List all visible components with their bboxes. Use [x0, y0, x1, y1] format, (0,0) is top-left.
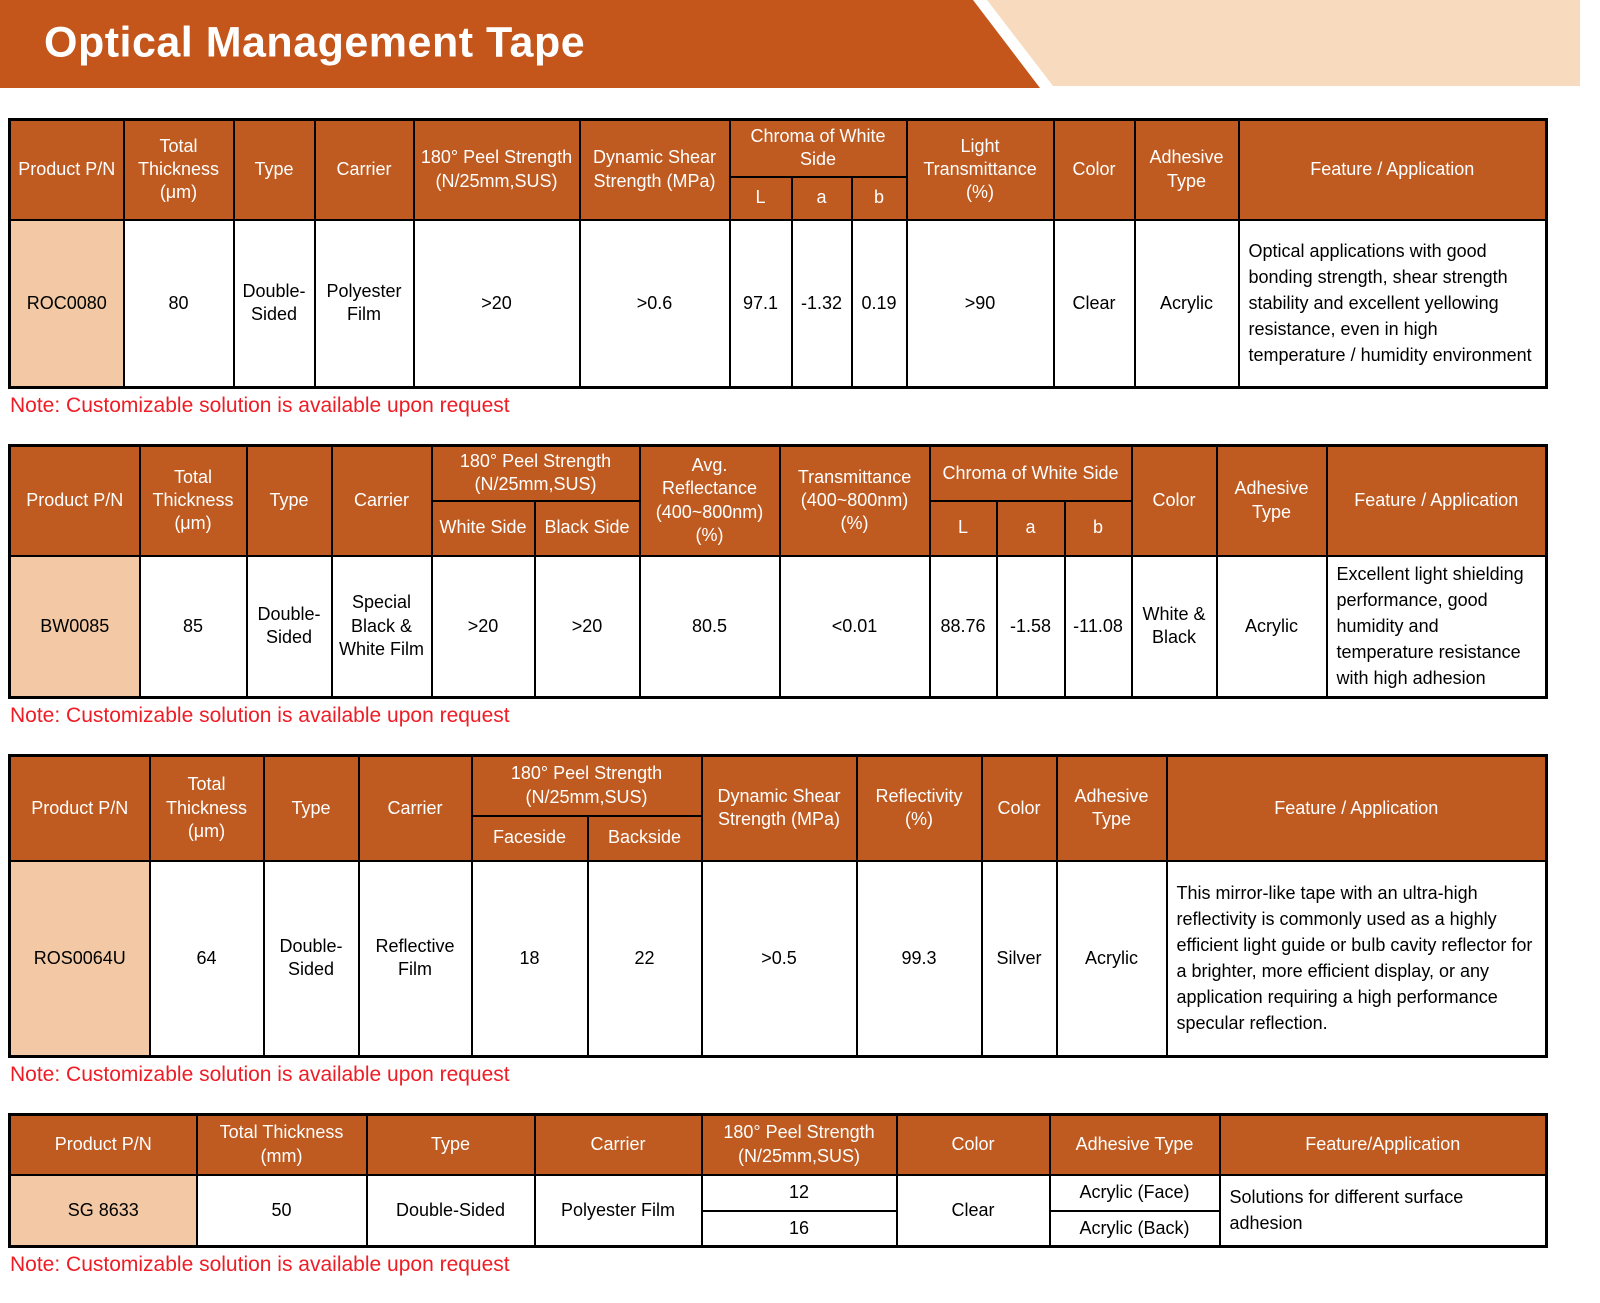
t4-header-color: Color: [897, 1115, 1050, 1175]
t1-header-type: Type: [234, 120, 315, 220]
t1-header-adhesive: Adhesive Type: [1135, 120, 1239, 220]
t2-cell-l: 88.76: [930, 556, 997, 698]
t1-cell-color: Clear: [1054, 220, 1135, 388]
t2-cell-color: White & Black: [1132, 556, 1217, 698]
t2-header-product: Product P/N: [10, 446, 140, 556]
table-row: [10, 556, 1547, 698]
t2-header-white-side: White Side: [432, 501, 535, 556]
t1-cell-adhesive: Acrylic: [1135, 220, 1239, 388]
t1-header-carrier: Carrier: [315, 120, 414, 220]
t3-header-type: Type: [264, 756, 359, 861]
t1-header-chroma: Chroma of White Side: [730, 120, 907, 177]
t3-header-product: Product P/N: [10, 756, 150, 861]
t4-cell-adhesive-face: Acrylic (Face): [1050, 1175, 1220, 1211]
t4-header-product: Product P/N: [10, 1115, 197, 1175]
t2-cell-peel-black: >20: [535, 556, 640, 698]
t3-header-thickness: Total Thickness (μm): [150, 756, 264, 861]
t4-cell-type: Double-Sided: [367, 1175, 535, 1247]
t1-cell-thickness: 80: [124, 220, 234, 388]
t4-cell-thickness: 50: [197, 1175, 367, 1247]
t2-header-adhesive: Adhesive Type: [1217, 446, 1327, 556]
t2-cell-product: BW0085: [10, 556, 140, 698]
t4-cell-peel-face: 12: [702, 1175, 897, 1211]
t1-header-a: a: [792, 177, 852, 220]
t3-cell-reflectivity: 99.3: [857, 861, 982, 1057]
t2-cell-thickness: 85: [140, 556, 247, 698]
t3-cell-shear: >0.5: [702, 861, 857, 1057]
t1-cell-shear: >0.6: [580, 220, 730, 388]
t2-cell-reflectance: 80.5: [640, 556, 780, 698]
t1-cell-peel: >20: [414, 220, 580, 388]
t1-cell-product: ROC0080: [10, 220, 124, 388]
t1-cell-b: 0.19: [852, 220, 907, 388]
note-table3: Note: Customizable solution is available upon request: [10, 1063, 510, 1086]
t2-header-l: L: [930, 501, 997, 556]
t2-cell-transmittance: <0.01: [780, 556, 930, 698]
t3-cell-adhesive: Acrylic: [1057, 861, 1167, 1057]
t3-cell-color: Silver: [982, 861, 1057, 1057]
t1-cell-transmittance: >90: [907, 220, 1054, 388]
t2-header-reflectance: Avg. Reflectance (400~800nm) (%): [640, 446, 780, 556]
t1-header-peel: 180° Peel Strength (N/25mm,SUS): [414, 120, 580, 220]
t1-header-color: Color: [1054, 120, 1135, 220]
t1-cell-carrier: Polyester Film: [315, 220, 414, 388]
t2-cell-adhesive: Acrylic: [1217, 556, 1327, 698]
t2-header-black-side: Black Side: [535, 501, 640, 556]
t2-cell-carrier: Special Black & White Film: [332, 556, 432, 698]
t2-cell-b: -11.08: [1065, 556, 1132, 698]
t3-cell-carrier: Reflective Film: [359, 861, 472, 1057]
t1-header-shear: Dynamic Shear Strength (MPa): [580, 120, 730, 220]
t2-header-transmittance: Transmittance (400~800nm) (%): [780, 446, 930, 556]
t3-cell-peel-back: 22: [588, 861, 702, 1057]
table-roc0080: [8, 118, 1548, 389]
t3-header-shear: Dynamic Shear Strength (MPa): [702, 756, 857, 861]
t1-header-feature: Feature / Application: [1239, 120, 1547, 220]
t4-header-adhesive: Adhesive Type: [1050, 1115, 1220, 1175]
table-row: [10, 220, 1547, 388]
page-title: Optical Management Tape: [44, 18, 586, 67]
t1-cell-type: Double-Sided: [234, 220, 315, 388]
t1-header-b: b: [852, 177, 907, 220]
table-row: [10, 861, 1547, 1057]
t3-header-adhesive: Adhesive Type: [1057, 756, 1167, 861]
t2-cell-peel-white: >20: [432, 556, 535, 698]
t1-header-l: L: [730, 177, 792, 220]
table-row: [10, 1175, 1547, 1211]
t2-header-chroma: Chroma of White Side: [930, 446, 1132, 501]
t2-header-b: b: [1065, 501, 1132, 556]
t2-header-a: a: [997, 501, 1065, 556]
t2-header-carrier: Carrier: [332, 446, 432, 556]
t3-header-faceside: Faceside: [472, 816, 588, 861]
t3-header-carrier: Carrier: [359, 756, 472, 861]
t1-cell-l: 97.1: [730, 220, 792, 388]
t4-cell-peel-back: 16: [702, 1211, 897, 1247]
table-sg8633: [8, 1113, 1548, 1248]
t4-cell-product: SG 8633: [10, 1175, 197, 1247]
t1-cell-feature: Optical applications with good bonding strength, shear strength stability and excellent yellowing resistance, even in high temperature / humidity environment: [1239, 220, 1547, 388]
title-banner: [0, 0, 1600, 88]
note-table4: Note: Customizable solution is available upon request: [10, 1253, 510, 1276]
t4-cell-carrier: Polyester Film: [535, 1175, 702, 1247]
t3-header-feature: Feature / Application: [1167, 756, 1547, 861]
t3-header-backside: Backside: [588, 816, 702, 861]
t1-header-thickness: Total Thickness (μm): [124, 120, 234, 220]
table-bw0085: [8, 444, 1548, 699]
t2-header-type: Type: [247, 446, 332, 556]
t3-cell-feature: This mirror-like tape with an ultra-high reflectivity is commonly used as a highly efficient light guide or bulb cavity reflector for a brighter, more efficient display, or any application requiring a high performance specular reflection.: [1167, 861, 1547, 1057]
t1-cell-a: -1.32: [792, 220, 852, 388]
t3-cell-peel-face: 18: [472, 861, 588, 1057]
t2-header-thickness: Total Thickness (μm): [140, 446, 247, 556]
t3-cell-thickness: 64: [150, 861, 264, 1057]
t3-header-peel: 180° Peel Strength (N/25mm,SUS): [472, 756, 702, 816]
t3-header-reflectivity: Reflectivity (%): [857, 756, 982, 861]
t4-header-type: Type: [367, 1115, 535, 1175]
t2-cell-a: -1.58: [997, 556, 1065, 698]
table-ros0064u: [8, 754, 1548, 1058]
t1-header-product: Product P/N: [10, 120, 124, 220]
t4-header-thickness: Total Thickness (mm): [197, 1115, 367, 1175]
t4-header-peel: 180° Peel Strength (N/25mm,SUS): [702, 1115, 897, 1175]
t4-cell-color: Clear: [897, 1175, 1050, 1247]
t2-header-peel: 180° Peel Strength (N/25mm,SUS): [432, 446, 640, 501]
t2-cell-type: Double-Sided: [247, 556, 332, 698]
t1-header-transmittance: Light Transmittance (%): [907, 120, 1054, 220]
t4-header-carrier: Carrier: [535, 1115, 702, 1175]
t3-cell-type: Double-Sided: [264, 861, 359, 1057]
t4-cell-adhesive-back: Acrylic (Back): [1050, 1211, 1220, 1247]
t2-cell-feature: Excellent light shielding performance, good humidity and temperature resistance with high adhesion: [1327, 556, 1547, 698]
t2-header-feature: Feature / Application: [1327, 446, 1547, 556]
t4-header-feature: Feature/Application: [1220, 1115, 1547, 1175]
t3-header-color: Color: [982, 756, 1057, 861]
t4-cell-feature: Solutions for different surface adhesion: [1220, 1175, 1547, 1247]
t3-cell-product: ROS0064U: [10, 861, 150, 1057]
t2-header-color: Color: [1132, 446, 1217, 556]
note-table1: Note: Customizable solution is available upon request: [10, 394, 510, 417]
note-table2: Note: Customizable solution is available upon request: [10, 704, 510, 727]
